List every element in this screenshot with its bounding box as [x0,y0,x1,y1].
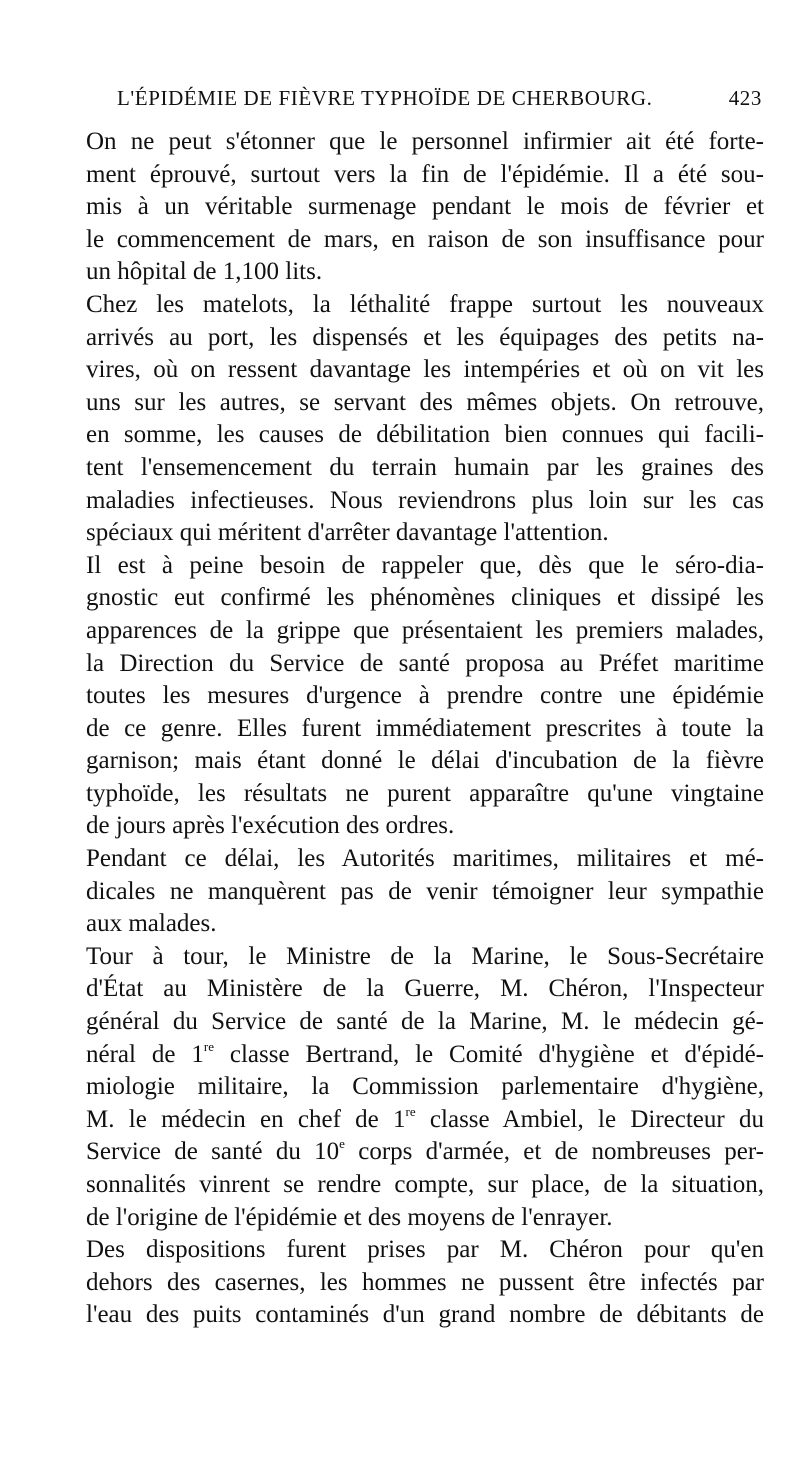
text-line: de l'origine de l'épidémie et des moyens de l'enrayer. [86,1203,613,1231]
text-line: M. le médecin en chef de 1re classe Ambiel, le Directeur du [86,1103,764,1133]
paragraph [54,550,764,843]
text-line: Des dispositions furent prises par M. Chéron pour qu'en [86,1236,764,1264]
text-line: l'eau des puits contaminés d'un grand nombre de débitants de [86,1301,764,1329]
text-line: sonnalités vinrent se rendre compte, sur place, de la situation, [86,1171,764,1198]
text-line: la Direction du Service de santé proposa au Préfet maritime [86,649,764,677]
text-line: toutes les mesures d'urgence à prendre contre une épidémie [86,682,764,710]
text-line: de jours après l'exécution des ordres. [86,812,455,840]
text-line: aux malades. [86,910,217,938]
text-line: vires, où on ressent davantage les intempéries et où on vit les [86,356,764,384]
text-line: gnostic eut confirmé les phénomènes cliniques et dissipé les [86,584,764,612]
text-line: On ne peut s'étonner que le personnel infirmier ait été forte- [86,128,764,155]
text-line: en somme, les causes de débilitation bien connues qui facili- [86,421,764,449]
running-head [117,86,762,114]
text-line: le commencement de mars, en raison de son insuffisance pour [86,225,764,253]
text-line: ment éprouvé, surtout vers la fin de l'épidémie. Il a été sou- [86,160,764,188]
paragraph [54,941,764,1234]
text-line: uns sur les autres, se servant des mêmes objets. On retrouve, [86,388,764,416]
text-line: garnison; mais étant donné le délai d'incubation de la fièvre [86,747,764,775]
text-line: Service de santé du 10e corps d'armée, et de nombreuses per- [86,1136,764,1166]
text-line: apparences de la grippe que présentaient les premiers malades, [86,616,764,644]
text-line: tent l'ensemencement du terrain humain par les graines des [86,453,764,481]
text-line: dicales ne manquèrent pas de venir témoigner leur sympathie [86,877,764,905]
page-number: 423 [728,86,762,110]
text-line: Tour à tour, le Ministre de la Marine, le Sous-Secrétaire [86,942,764,970]
paragraph [54,126,764,289]
text-line: arrivés au port, les dispensés et les équipages des petits na- [86,323,764,351]
text-line: un hôpital de 1,100 lits. [86,258,323,286]
ordinal-suffix: re [203,1038,214,1054]
text-line: dehors des casernes, les hommes ne pussent être infectés par [86,1268,764,1296]
text-line: Pendant ce délai, les Autorités maritimes, militaires et mé- [86,845,764,873]
text-line: néral de 1re classe Bertrand, le Comité d'hygiène et d'épidé- [86,1038,765,1068]
paragraph [54,289,764,550]
text-line: mis à un véritable surmenage pendant le mois de février et [86,193,764,221]
text-line: d'État au Ministère de la Guerre, M. Chéron, l'Inspecteur [86,975,764,1003]
text-line: de ce genre. Elles furent immédiatement prescrites à toute la [86,714,764,742]
text-line: miologie militaire, la Commission parlementaire d'hygiène, [86,1073,764,1101]
text-line: Il est à peine besoin de rappeler que, dès que le séro-dia- [86,551,764,579]
paragraph [54,843,764,941]
text-line: général du Service de santé de la Marine, M. le médecin gé- [86,1008,764,1036]
text-line: spéciaux qui méritent d'arrêter davantage l'attention. [86,519,609,547]
text-line: typhoïde, les résultats ne purent apparaître qu'une vingtaine [86,779,764,807]
paragraph [54,1234,764,1332]
ordinal-suffix: e [339,1136,345,1152]
text-line: Chez les matelots, la léthalité frappe surtout les nouveaux [86,290,764,318]
ordinal-suffix: re [405,1103,416,1119]
text-line: maladies infectieuses. Nous reviendrons plus loin sur les cas [86,486,764,514]
body-text [54,126,764,1332]
running-title: L'ÉPIDÉMIE DE FIÈVRE TYPHOÏDE DE CHERBOURG. [117,86,653,110]
